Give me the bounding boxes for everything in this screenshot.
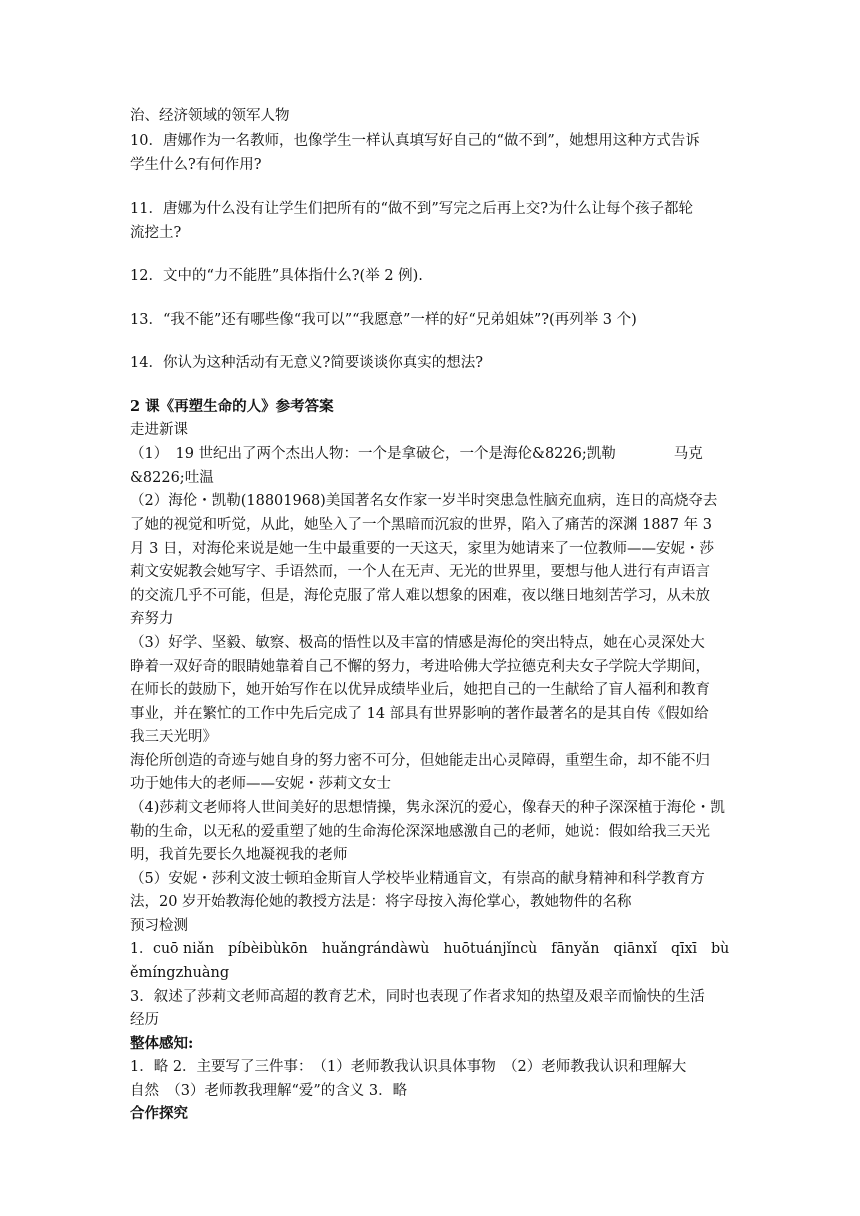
answer-5: （5）安妮・莎利文波士顿珀金斯盲人学校毕业精通盲文，有崇高的献身精神和科学教育方	[130, 871, 705, 887]
text-line: 莉文安妮教会她写字、手语然而，一个人在无声、无光的世界里，要想与他人进行有声语言	[130, 564, 710, 580]
text-line: 经历	[130, 1012, 159, 1028]
pinyin-answer: 1．cuō niǎn píbèibùkōn huǎngrándàwù huōtuánjǐncù fānyǎn qiānxǐ qīxī bù	[130, 941, 730, 957]
text-line: &8226;吐温	[130, 470, 214, 486]
text-line: 事业，并在繁忙的工作中先后完成了 14 部具有世界影响的著作最著名的是其自传《假如给	[130, 706, 709, 722]
section-heading: 2 课《再塑生命的人》参考答案	[130, 398, 334, 415]
text-line: 法，20 岁开始教海伦她的教授方法是：将字母按入海伦掌心，教她物件的名称	[130, 894, 632, 910]
subheading-bold: 合作探究	[130, 1105, 188, 1122]
subheading-bold: 整体感知:	[130, 1035, 194, 1052]
text-line: 功于她伟大的老师——安妮・莎莉文女士	[130, 776, 391, 792]
question-12: 12．文中的“力不能胜”具体指什么?(举 2 例).	[130, 268, 423, 284]
text-line: 了她的视觉和听觉，从此，她坠入了一个黑暗而沉寂的世界，陷入了痛苦的深渊 1887 年 3	[130, 517, 712, 533]
answer-2: （2）海伦・凯勒(18801968)美国著名女作家一岁半时突患急性脑充血病，连日的高烧夺去	[130, 493, 718, 509]
text-line: 月 3 日，对海伦来说是她一生中最重要的一天这天，家里为她请来了一位教师——安妮・莎	[130, 541, 714, 557]
text-line: ěmíngzhuàng	[130, 965, 230, 981]
subheading: 预习检测	[130, 918, 188, 934]
text-line: 流挖土?	[130, 225, 182, 241]
text-line: 1．略 2．主要写了三件事： （1）老师教我认识具体事物 （2）老师教我认识和理解大	[130, 1059, 687, 1075]
answer-1: （1） 19 世纪出了两个杰出人物：一个是拿破仑，一个是海伦&8226;凯勒 马克	[130, 446, 703, 462]
text-line: 我三天光明》	[130, 729, 217, 745]
question-11: 11．唐娜为什么没有让学生们把所有的“做不到”写完之后再上交?为什么让每个孩子都轮	[130, 201, 694, 217]
text-line: 海伦所创造的奇迹与她自身的努力密不可分，但她能走出心灵障碍，重塑生命，却不能不归	[130, 753, 710, 769]
answer-3-summary: 3．叙述了莎莉文老师高超的教育艺术，同时也表现了作者求知的热望及艰辛而愉快的生活	[130, 989, 705, 1005]
text-line: 学生什么?有何作用?	[130, 157, 262, 173]
question-10: 10．唐娜作为一名教师，也像学生一样认真填写好自己的“做不到”，她想用这种方式告诉	[130, 133, 700, 149]
subheading: 走进新课	[130, 422, 188, 438]
text-line: 明，我首先要长久地凝视我的老师	[130, 847, 348, 863]
text-line: 治、经济领域的领军人物	[130, 108, 290, 124]
question-13: 13．“我不能”还有哪些像“我可以”“我愿意”一样的好“兄弟姐妹”?(再列举 3 个)	[130, 312, 637, 328]
answer-4: （4)莎莉文老师将人世间美好的思想情操，隽永深沉的爱心，像春天的种子深深植于海伦・凯	[130, 800, 725, 816]
answer-3: （3）好学、坚毅、敏察、极高的悟性以及丰富的情感是海伦的突出特点，她在心灵深处大	[130, 635, 705, 651]
text-line: 弃努力	[130, 611, 174, 627]
text-line: 睁着一双好奇的眼睛她靠着自己不懈的努力，考进哈佛大学拉德克利夫女子学院大学期间，	[130, 659, 710, 675]
text-line: 的交流几乎不可能，但是，海伦克服了常人难以想象的困难，夜以继日地刻苦学习，从未放	[130, 588, 710, 604]
text-line: 在师长的鼓励下，她开始写作在以优异成绩毕业后，她把自己的一生献给了盲人福利和教育	[130, 682, 710, 698]
question-14: 14．你认为这种活动有无意义?简要谈谈你真实的想法?	[130, 355, 483, 371]
text-line: 自然 （3）老师教我理解“爱”的含义 3．略	[130, 1083, 408, 1099]
text-line: 勒的生命，以无私的爱重塑了她的生命海伦深深地感激自己的老师，她说：假如给我三天光	[130, 824, 710, 840]
